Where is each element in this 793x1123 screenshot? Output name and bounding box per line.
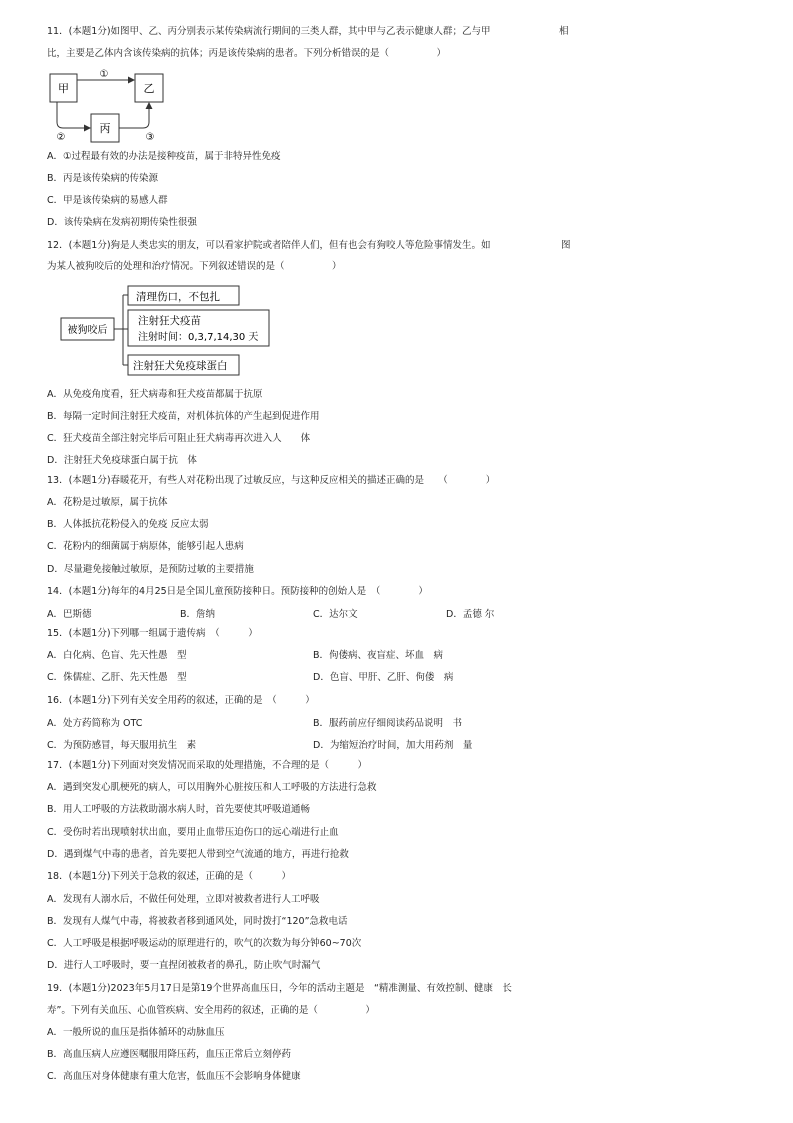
q13-option-c[interactable]: C．花粉内的细菌属于病原体，能够引起人患病 xyxy=(47,541,244,552)
q19-option-b[interactable]: B．高血压病人应遵医嘱服用降压药，血压正常后立刻停药 xyxy=(47,1049,292,1060)
q13-option-d[interactable]: D．尽量避免接触过敏原，是预防过敏的主要措施 xyxy=(47,564,254,575)
q11-arrow-3 xyxy=(119,103,149,128)
q11-diagram xyxy=(45,64,175,146)
q12-stem-tail: 图 xyxy=(561,240,571,251)
q18-option-c[interactable]: C．人工呼吸是根据呼吸运动的原理进行的，吹气的次数为每分钟60~70次 xyxy=(47,938,362,949)
q18-option-a[interactable]: A．发现有人溺水后，不做任何处理，立即对被救者进行人工呼吸 xyxy=(47,894,320,905)
q11-arrow-2 xyxy=(57,102,90,128)
q12-branch-2-schedule: 注射时间：0,3,7,14,30 天 xyxy=(138,332,259,343)
q12-option-b[interactable]: B．每隔一定时间注射狂犬疫苗，对机体抗体的产生起到促进作用 xyxy=(47,411,320,422)
q19-stem-line-2: 寿”。下列有关血压、心血管疾病、安全用药的叙述，正确的是（ ） xyxy=(47,1005,375,1016)
q12-root-label: 被狗咬后 xyxy=(67,325,108,336)
q11-option-c[interactable]: C．甲是该传染病的易感人群 xyxy=(47,195,168,206)
q19-stem-line-1: 19．(本题1分)2023年5月17日是第19个世界高血压日，今年的活动主题是 “精准测量、有效控制、健康 长 xyxy=(47,983,512,994)
q15-stem: 15．(本题1分)下列哪一组属于遗传病 （ ） xyxy=(47,628,258,639)
q18-option-b[interactable]: B．发现有人煤气中毒，将被救者移到通风处，同时拨打“120”急救电话 xyxy=(47,916,348,927)
q11-node-bing-label: 丙 xyxy=(99,122,111,135)
q17-option-b[interactable]: B．用人工呼吸的方法救助溺水病人时，首先要使其呼吸道通畅 xyxy=(47,804,311,815)
q11-arrow-3-label: ③ xyxy=(145,132,155,143)
q19-option-a[interactable]: A．一般所说的血压是指体循环的动脉血压 xyxy=(47,1027,225,1038)
q16-option-b[interactable]: B．服药前应仔细阅读药品说明 书 xyxy=(313,718,463,729)
q15-option-a[interactable]: A．白化病、色盲、先天性愚 型 xyxy=(47,650,187,661)
q12-option-a[interactable]: A．从免疫角度看，狂犬病毒和狂犬疫苗都属于抗原 xyxy=(47,389,263,400)
q16-option-a[interactable]: A．处方药简称为 OTC xyxy=(47,718,143,729)
q19-option-c[interactable]: C．高血压对身体健康有重大危害，低血压不会影响身体健康 xyxy=(47,1071,301,1082)
q18-option-d[interactable]: D．进行人工呼吸时，要一直捏闭被救者的鼻孔，防止吹气时漏气 xyxy=(47,960,321,971)
q11-node-jia-label: 甲 xyxy=(58,82,69,95)
q11-stem-line-1: 11．(本题1分)如图甲、乙、丙分别表示某传染病流行期间的三类人群，其中甲与乙表示健康人群；乙与甲 xyxy=(47,26,491,37)
q14-stem: 14．(本题1分)每年的4月25日是全国儿童预防接种日。预防接种的创始人是 （ ） xyxy=(47,586,428,597)
q16-option-d[interactable]: D．为缩短治疗时间，加大用药剂 量 xyxy=(313,740,473,751)
q12-option-d[interactable]: D．注射狂犬免疫球蛋白属于抗 体 xyxy=(47,455,197,466)
q17-option-c[interactable]: C．受伤时若出现喷射状出血，要用止血带压迫伤口的远心端进行止血 xyxy=(47,827,339,838)
q11-arrow-2-label: ② xyxy=(56,132,66,143)
q12-stem-line-2: 为某人被狗咬后的处理和治疗情况。下列叙述错误的是（ ） xyxy=(47,261,342,272)
q12-option-c[interactable]: C．狂犬疫苗全部注射完毕后可阻止狂犬病毒再次进入人 体 xyxy=(47,433,311,444)
q12-stem-line-1: 12．(本题1分)狗是人类忠实的朋友，可以看家护院或者陪伴人们，但有也会有狗咬人等危险事情发生。如 xyxy=(47,240,491,251)
q16-stem: 16．(本题1分)下列有关安全用药的叙述，正确的是 （ ） xyxy=(47,695,315,706)
q14-option-a[interactable]: A．巴斯德 xyxy=(47,609,92,620)
q11-stem-tail: 相 xyxy=(559,26,569,37)
q12-diagram xyxy=(58,282,278,380)
q14-option-d[interactable]: D．孟德 尔 xyxy=(446,609,495,620)
q12-branch-1-label: 清理伤口，不包扎 xyxy=(136,291,220,303)
q17-option-a[interactable]: A．遇到突发心肌梗死的病人，可以用胸外心脏按压和人工呼吸的方法进行急救 xyxy=(47,782,377,793)
q12-branch-3-label: 注射狂犬免疫球蛋白 xyxy=(133,360,228,372)
q13-option-b[interactable]: B．人体抵抗花粉侵入的免疫 反应太弱 xyxy=(47,519,209,530)
q11-arrow-1-label: ① xyxy=(99,69,109,80)
q15-option-d[interactable]: D．色盲、甲肝、乙肝、佝偻 病 xyxy=(313,672,454,683)
q13-stem: 13．(本题1分)春暖花开，有些人对花粉出现了过敏反应，与这种反应相关的描述正确的是 （ ） xyxy=(47,475,496,486)
q14-option-c[interactable]: C．达尔文 xyxy=(313,609,358,620)
q18-stem: 18．(本题1分)下列关于急救的叙述，正确的是（ ） xyxy=(47,871,292,882)
q11-option-b[interactable]: B．丙是该传染病的传染源 xyxy=(47,173,159,184)
q17-stem: 17．(本题1分)下列面对突发情况而采取的处理措施，不合理的是（ ） xyxy=(47,760,368,771)
q17-option-d[interactable]: D．遇到煤气中毒的患者，首先要把人带到空气流通的地方，再进行抢救 xyxy=(47,849,349,860)
q11-stem-line-2: 比，主要是乙体内含该传染病的抗体；丙是该传染病的患者。下列分析错误的是（ ） xyxy=(47,48,447,59)
q14-option-b[interactable]: B．詹纳 xyxy=(180,609,216,620)
q15-option-b[interactable]: B．佝偻病、夜盲症、坏血 病 xyxy=(313,650,444,661)
q13-option-a[interactable]: A．花粉是过敏原，属于抗体 xyxy=(47,497,168,508)
q11-option-a[interactable]: A．①过程最有效的办法是接种疫苗，属于非特异性免疫 xyxy=(47,151,281,162)
q16-option-c[interactable]: C．为预防感冒，每天服用抗生 素 xyxy=(47,740,197,751)
q15-option-c[interactable]: C．侏儒症、乙肝、先天性愚 型 xyxy=(47,672,187,683)
q11-node-yi-label: 乙 xyxy=(143,82,155,95)
q11-option-d[interactable]: D．该传染病在发病初期传染性很强 xyxy=(47,217,197,228)
q12-branch-2-title: 注射狂犬疫苗 xyxy=(138,315,201,327)
